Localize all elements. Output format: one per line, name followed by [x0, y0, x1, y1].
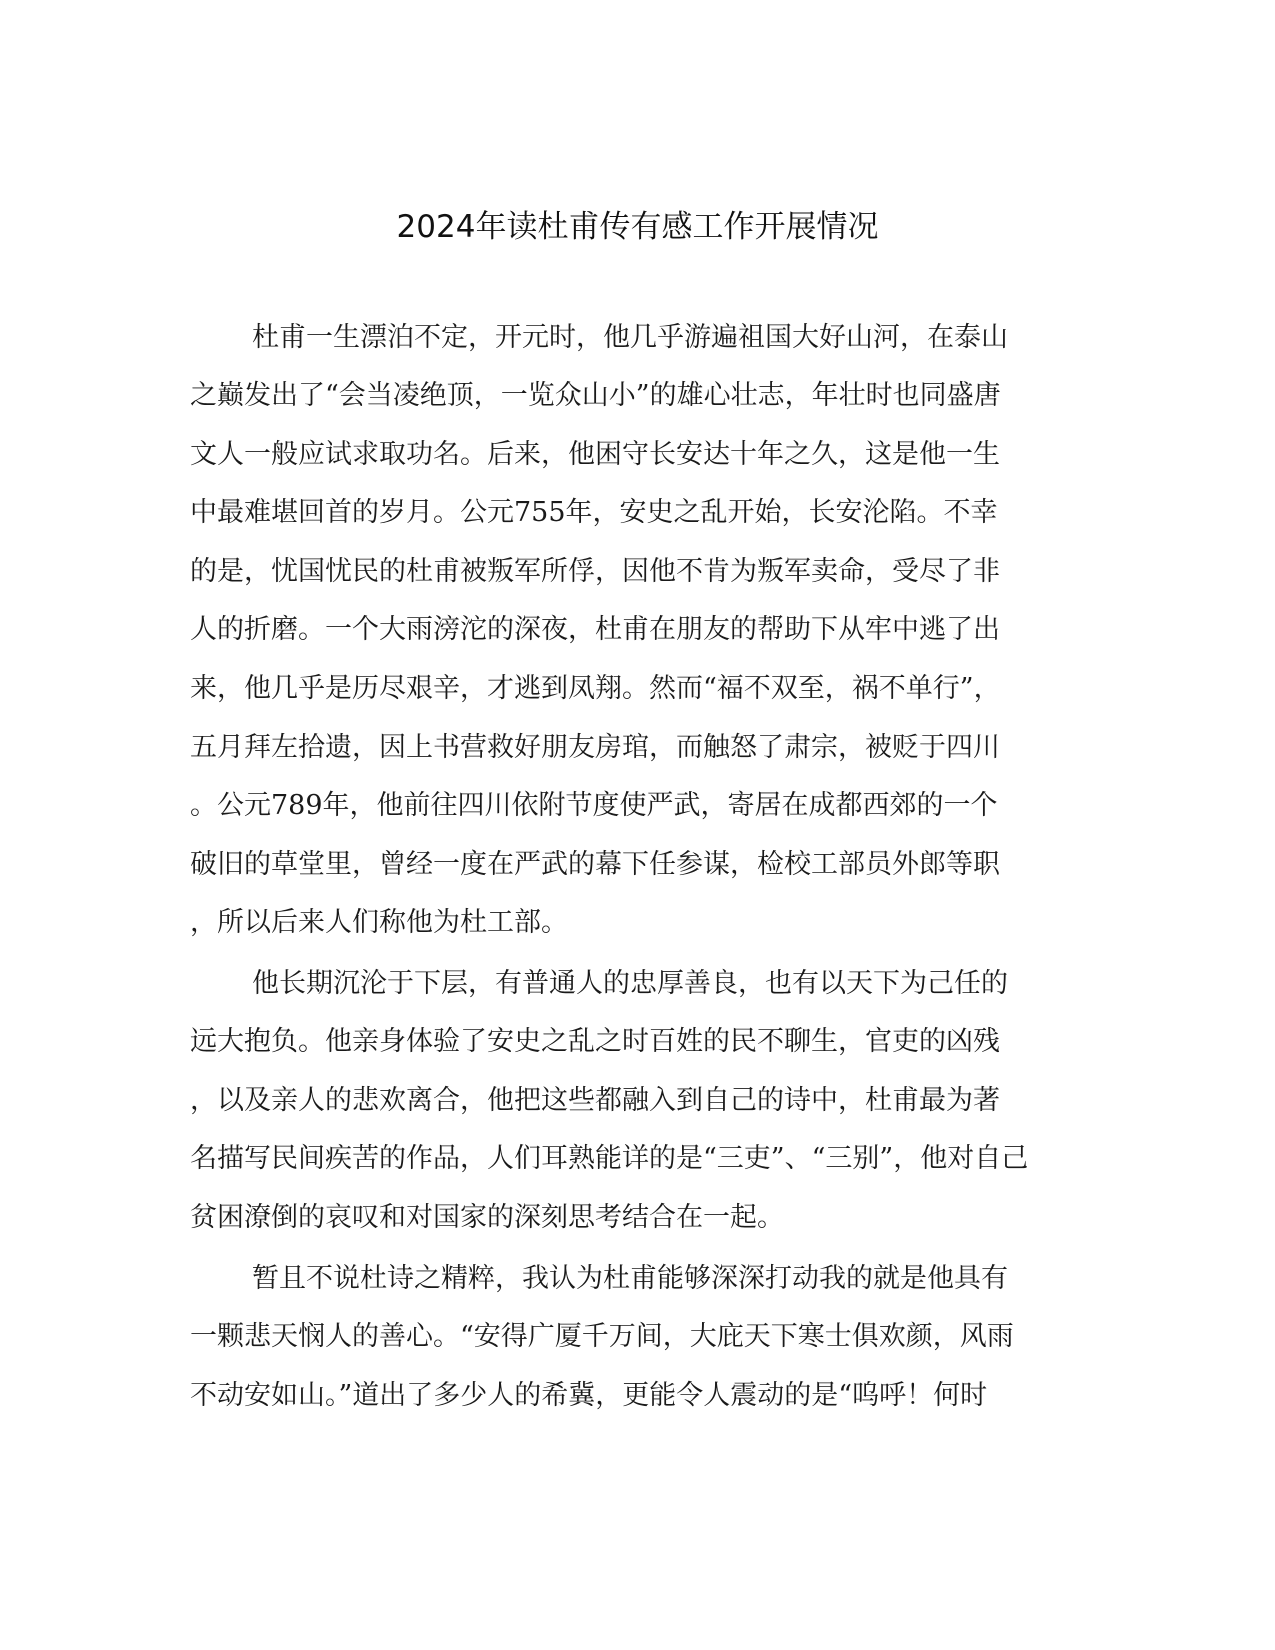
paragraph-1-line-9: 。公元789年，他前往四川依附节度使严武，寄居在成都西郊的一个 [190, 790, 998, 821]
paragraph-2-line-5: 贫困潦倒的哀叹和对国家的深刻思考结合在一起。 [190, 1202, 784, 1233]
document-title: 2024年读杜甫传有感工作开展情况 [396, 209, 879, 245]
paragraph-3-line-2: 一颗悲天悯人的善心。“安得广厦千万间，大庇天下寒士俱欢颜，风雨 [190, 1321, 1014, 1352]
paragraph-1-line-4: 中最难堪回首的岁月。公元755年，安史之乱开始，长安沦陷。不幸 [190, 497, 998, 528]
paragraph-1-line-6: 人的折磨。一个大雨滂沱的深夜，杜甫在朋友的帮助下从牢中逃了出 [190, 614, 1000, 645]
paragraph-1-line-5: 的是，忧国忧民的杜甫被叛军所俘，因他不肯为叛军卖命，受尽了非 [190, 556, 1000, 587]
paragraph-1-line-7: 来，他几乎是历尽艰辛，才逃到凤翔。然而“福不双至，祸不单行”， [190, 673, 1001, 704]
paragraph-1-line-8: 五月拜左拾遗，因上书营救好朋友房琯，而触怒了肃宗，被贬于四川 [190, 732, 1000, 763]
paragraph-1-line-2: 之巅发出了“会当凌绝顶，一览众山小”的雄心壮志，年壮时也同盛唐 [190, 380, 1001, 411]
paragraph-2-line-2: 远大抱负。他亲身体验了安史之乱之时百姓的民不聊生，官吏的凶残 [190, 1026, 1000, 1057]
paragraph-2-line-3: ，以及亲人的悲欢离合，他把这些都融入到自己的诗中，杜甫最为著 [190, 1085, 1000, 1116]
paragraph-2-line-1: 他长期沉沦于下层，有普通人的忠厚善良，也有以天下为己任的 [252, 968, 1008, 999]
paragraph-1-line-11: ，所以后来人们称他为杜工部。 [190, 907, 568, 938]
paragraph-1-line-3: 文人一般应试求取功名。后来，他困守长安达十年之久，这是他一生 [190, 439, 1000, 470]
paragraph-2-line-4: 名描写民间疾苦的作品，人们耳熟能详的是“三吏”、“三别”，他对自己 [190, 1143, 1029, 1174]
paragraph-1-line-1: 杜甫一生漂泊不定，开元时，他几乎游遍祖国大好山河，在泰山 [252, 322, 1008, 353]
paragraph-3-line-3: 不动安如山。”道出了多少人的希冀，更能令人震动的是“呜呼！何时 [190, 1380, 988, 1411]
paragraph-1-line-10: 破旧的草堂里，曾经一度在严武的幕下任参谋，检校工部员外郎等职 [190, 849, 1000, 880]
paragraph-3-line-1: 暂且不说杜诗之精粹，我认为杜甫能够深深打动我的就是他具有 [252, 1263, 1008, 1294]
